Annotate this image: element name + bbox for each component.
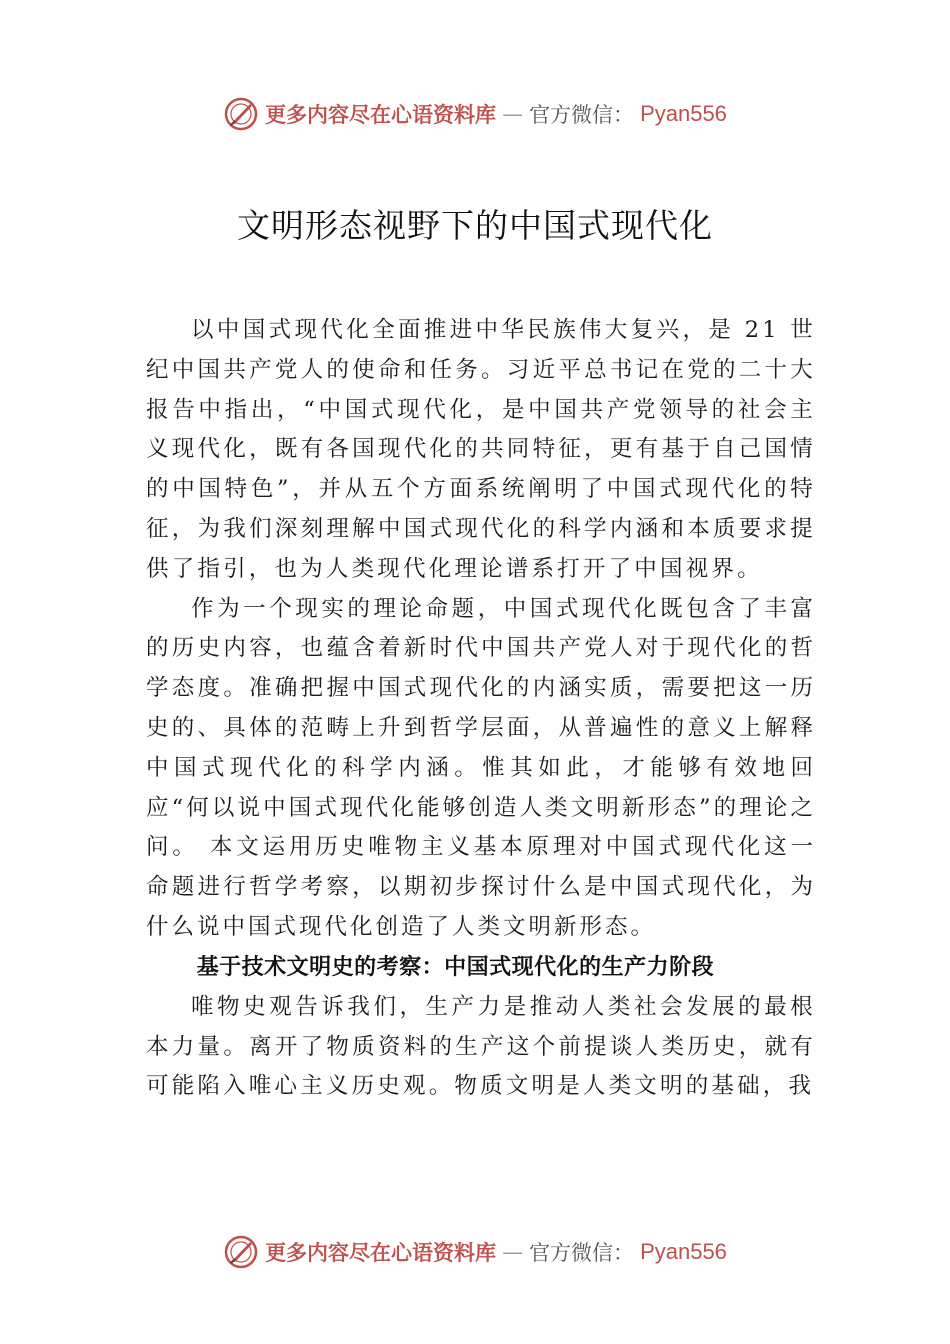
wechat-id: Pyan556 (640, 1239, 727, 1264)
brand-separator: — (502, 1240, 524, 1264)
footer-watermark (0, 1232, 950, 1272)
brand-separator: — (502, 102, 524, 126)
wechat-id: Pyan556 (640, 101, 727, 126)
paragraph: 作为一个现实的理论命题，中国式现代化既包含了丰富的历史内容，也蕴含着新时代中国共产党人对于现代化的哲学态度。准确把握中国式现代化的内涵实质，需要把这一历史的、具体的范畴上升到哲学层面，从普遍性的意义上解释中国式现代化的科学内涵。惟其如此，才能够有效地回应“何以说中国式现代化能够创造人类文明新形态”的理论之问。 本文运用历史唯物主义基本原理对中国式现代化这一命题进行哲学考察，以期初步探讨什么是中国式现代化，为什么说中国式现代化创造了人类文明新形态。 (146, 595, 816, 940)
wechat-label: 官方微信： (529, 103, 635, 127)
paragraph: 唯物史观告诉我们，生产力是推动人类社会发展的最根本力量。离开了物质资料的生产这个前提谈人类历史，就有可能陷入唯心主义历史观。物质文明是人类文明的基础，我 (146, 993, 816, 1100)
paragraph: 以中国式现代化全面推进中华民族伟大复兴，是 21 世纪中国共产党人的使命和任务。习近平总书记在党的二十大报告中指出，“中国式现代化，是中国共产党领导的社会主义现代化，既有各国现代化的共同特征，更有基于自己国情的中国特色”，并从五个方面系统阐明了中国式现代化的特征，为我们深刻理解中国式现代化的科学内涵和本质要求提供了指引，也为人类现代化理论谱系打开了中国视界。 (146, 317, 816, 582)
wechat-label: 官方微信： (529, 1241, 635, 1265)
document-body (146, 311, 816, 1107)
header-watermark (0, 94, 950, 134)
brand-text: 更多内容尽在心语资料库 (265, 102, 497, 127)
quill-seal-icon (223, 96, 259, 132)
quill-seal-icon (223, 1234, 259, 1270)
section-heading: 基于技术文明史的考察：中国式现代化的生产力阶段 (196, 954, 715, 980)
brand-text: 更多内容尽在心语资料库 (265, 1240, 497, 1265)
document-title: 文明形态视野下的中国式现代化 (237, 206, 713, 245)
